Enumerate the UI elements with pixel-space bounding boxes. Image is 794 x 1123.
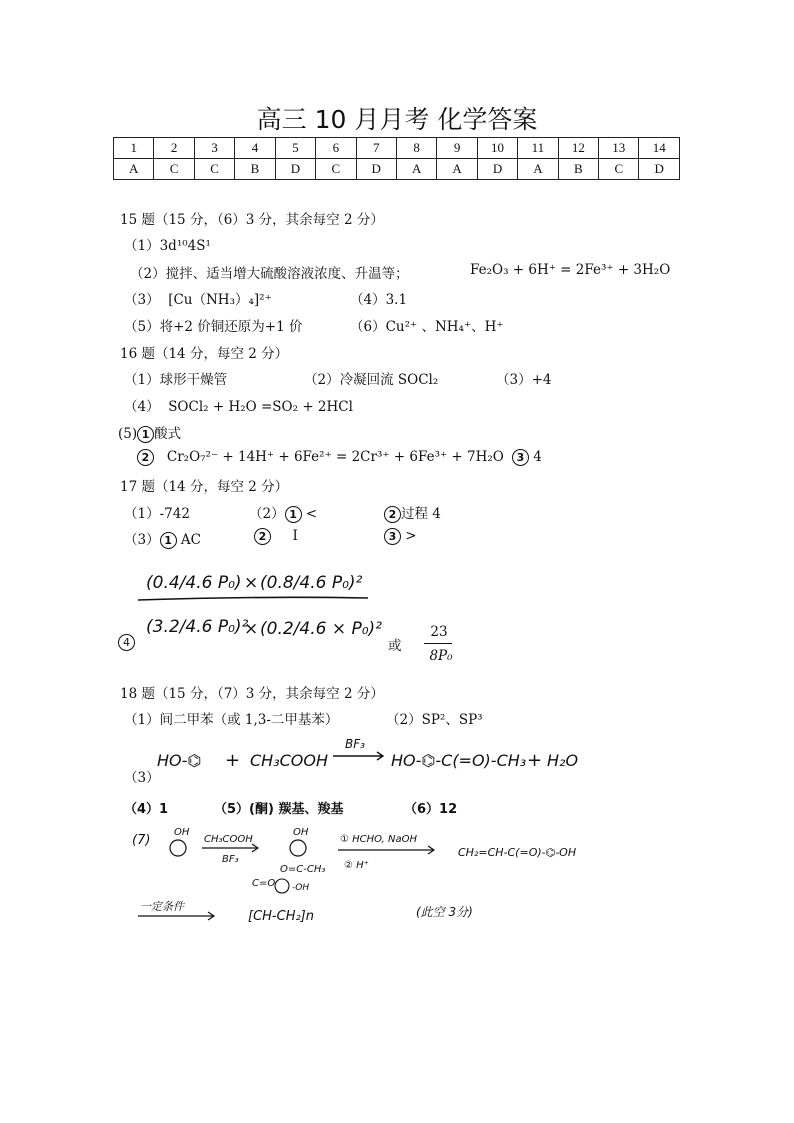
q17-answer-3-3 (384, 528, 417, 545)
q16-a1-text: 球形干燥管 (159, 372, 228, 388)
q15-a5-label: （5） (124, 319, 160, 335)
hw-water: H₂O (547, 751, 579, 770)
circled-2-icon: 2 (384, 506, 401, 523)
q18-a3-label: （3） (124, 770, 160, 786)
q17-alt-numerator: 23 (430, 624, 448, 640)
q16-answer-5-2 (137, 449, 504, 466)
answer-cell: A (396, 159, 436, 180)
hw-reagent-acetic-acid: CH₃COOH (250, 751, 329, 770)
question-number-cell: 10 (477, 138, 517, 159)
hw-times-1: × (244, 573, 259, 593)
benzene-ring-icon (290, 840, 306, 856)
q16-a5-2-equation: Cr₂O₇²⁻ + 14H⁺ + 6Fe²⁺ = 2Cr³⁺ + 6Fe³⁺ + 7H₂O (166, 449, 504, 465)
q16-a2-text: 冷凝回流 SOCl₂ (339, 372, 439, 388)
q17-a3-1-text: AC (180, 532, 201, 548)
reaction-arrow-icon (202, 844, 258, 852)
q16-a3-text: +4 (531, 372, 552, 388)
hw-reagent-1: CH₃COOH (204, 834, 253, 845)
hw-acrylic-product: CH₂=CH-C(=O)-⌬-OH (458, 846, 577, 859)
q15-answer-2 (130, 262, 409, 282)
hw-intermediate: O=C-CH₃ (280, 864, 326, 875)
question-number-cell: 6 (316, 138, 356, 159)
q15-a3-label: （3） (124, 292, 160, 308)
q17-a1-text: -742 (159, 506, 190, 522)
circled-2-icon: 2 (137, 449, 154, 466)
q15-a4-text: 3.1 (385, 292, 408, 308)
q18-a3-reaction (155, 732, 595, 782)
q16-answer-1 (124, 368, 227, 388)
q16-a1-label: （1） (124, 372, 160, 388)
hw-product-ketone: HO-⌬-C(=O)-CH₃ (391, 751, 527, 770)
hw-polymer: [CH-CH₂]n (248, 909, 314, 924)
q18-answer-4 (124, 798, 168, 817)
q18-a6-text: 12 (439, 802, 458, 817)
q15-a3-text: [Cu（NH₃）₄]²⁺ (168, 292, 272, 308)
circled-1-icon: 1 (137, 426, 154, 443)
q16-answer-4 (124, 395, 353, 415)
question-number-cell: 2 (154, 138, 194, 159)
hw-numerator-term-1: (0.4/4.6 P₀) (146, 573, 242, 593)
q15-a6-label: （6） (350, 319, 386, 335)
circled-3-icon: 3 (512, 449, 529, 466)
answer-cell: B (558, 159, 598, 180)
q16-a5-3-text: 4 (533, 449, 542, 465)
q17-header: 17 题（14 分，每空 2 分） (120, 479, 289, 495)
question-number-cell: 1 (114, 138, 154, 159)
q18-answer-2 (386, 708, 483, 728)
q15-a4-label: （4） (350, 292, 386, 308)
q17-answer-4-label (118, 634, 135, 651)
q18-a4-text: 1 (159, 802, 169, 817)
q15-answer-1 (124, 234, 211, 254)
q16-header: 16 题（14 分，每空 2 分） (120, 346, 289, 362)
question-number-cell: 11 (518, 138, 558, 159)
hw-oh-group-3: -OH (292, 883, 310, 893)
q15-a1-label: （1） (124, 238, 160, 254)
q17-answer-1 (124, 502, 190, 522)
q15-header: 15 题（15 分，（6）3 分，其余每空 2 分） (120, 212, 384, 228)
answer-table-answer-row (114, 159, 680, 180)
hw-condition-label: 一定条件 (140, 900, 184, 913)
question-number-cell: 14 (639, 138, 680, 159)
answer-cell: D (477, 159, 517, 180)
answer-cell: D (356, 159, 396, 180)
q15-a2-text: 搅拌、适当增大硫酸溶液浓度、升温等； (165, 266, 409, 282)
hw-reagent-2: BF₃ (222, 854, 239, 865)
q17-answer-2 (249, 502, 317, 523)
reaction-arrow-icon (138, 912, 214, 920)
benzene-ring-icon (170, 840, 186, 856)
hw-numerator-term-2: (0.8/4.6 P₀)² (260, 573, 363, 593)
q18-answer-6 (404, 798, 457, 817)
answer-cell: B (235, 159, 275, 180)
answer-cell: D (639, 159, 680, 180)
q15-a2-equation: Fe₂O₃ + 6H⁺ = 2Fe³⁺ + 3H₂O (470, 262, 671, 278)
circled-2-icon: 2 (254, 528, 271, 545)
question-number-cell: 7 (356, 138, 396, 159)
hw-oh-group: OH (174, 827, 190, 838)
q18-a5-text: (酮) 羰基、羧基 (249, 802, 344, 817)
q17-or-text: 或 (388, 638, 402, 654)
q18-a4-label: （4） (124, 802, 160, 817)
hw-condition-1: ① HCHO, NaOH (340, 834, 417, 845)
reaction-arrow-icon (338, 846, 434, 854)
q18-answer-5 (214, 798, 343, 817)
q17-a3-3-text: > (405, 528, 417, 544)
circled-1-icon: 1 (160, 532, 177, 549)
q18-a1-label: （1） (124, 712, 160, 728)
q17-a2-1-text: < (305, 506, 318, 522)
q17-answer-2-2 (384, 502, 441, 523)
question-number-cell: 3 (194, 138, 234, 159)
q18-header: 18 题（15 分，（7）3 分，其余每空 2 分） (120, 686, 384, 702)
answer-cell: C (599, 159, 639, 180)
hw-condition-2: ② H⁺ (344, 860, 369, 871)
question-number-cell: 12 (558, 138, 598, 159)
q17-a3-label: （3） (124, 532, 160, 548)
hw-denominator-term-2: (0.2/4.6 × P₀)² (260, 619, 382, 639)
answer-cell: A (518, 159, 558, 180)
q17-alt-denominator: 8P₀ (429, 648, 453, 664)
q15-answer-3 (124, 288, 272, 308)
q16-answer-5-3 (512, 449, 542, 466)
q16-a3-label: （3） (496, 372, 532, 388)
hw-part-7-label: (7) (132, 833, 151, 848)
answer-cell: A (437, 159, 477, 180)
question-number-cell: 9 (437, 138, 477, 159)
hw-carbonyl: C=O (252, 878, 276, 889)
q17-a2-label: （2） (249, 506, 285, 522)
q17-alt-fraction-bar (424, 643, 452, 644)
q17-answer-3-2 (254, 528, 298, 545)
answer-table (113, 137, 680, 180)
q15-a5-text: 将+2 价铜还原为+1 价 (159, 319, 303, 335)
q17-a2-2-text: 过程 4 (401, 506, 441, 522)
reaction-arrow-icon (333, 752, 383, 760)
q17-handwritten-fraction (118, 560, 388, 650)
hw-denominator-term-1: (3.2/4.6 P₀)² (146, 617, 249, 637)
q15-a1-text: 3d¹⁰4S¹ (159, 238, 211, 254)
hw-times-2: × (244, 619, 259, 639)
q16-a2-label: （2） (304, 372, 340, 388)
hw-score-note: (此空 3分) (416, 905, 473, 919)
hw-catalyst-bf3: BF₃ (345, 737, 365, 751)
circled-1-icon: 1 (285, 506, 302, 523)
q18-a5-label: （5） (214, 802, 250, 817)
q16-a4-label: （4） (124, 399, 160, 415)
question-number-cell: 4 (235, 138, 275, 159)
answer-cell: C (194, 159, 234, 180)
q17-a1-label: （1） (124, 506, 160, 522)
q18-answer-1 (124, 708, 338, 728)
q18-a2-label: （2） (386, 712, 422, 728)
benzene-ring-icon (275, 879, 289, 893)
question-number-cell: 13 (599, 138, 639, 159)
circled-4-icon: 4 (118, 634, 135, 651)
q18-a2-text: SP²、SP³ (421, 712, 483, 728)
q15-answer-4 (350, 288, 407, 308)
answer-table-number-row (114, 138, 680, 159)
hw-oh-group-2: OH (293, 827, 309, 838)
answer-cell: C (316, 159, 356, 180)
question-number-cell: 5 (275, 138, 315, 159)
q18-a6-label: （6） (404, 802, 440, 817)
circled-3-icon: 3 (384, 528, 401, 545)
hw-plus-2: + (527, 750, 543, 771)
q15-answer-5 (124, 315, 302, 335)
q16-answer-5 (118, 422, 181, 443)
page-title: 高三 10 月月考 化学答案 (256, 105, 538, 134)
q15-answer-6 (350, 315, 503, 335)
q17-a3-2-text: I (292, 528, 298, 544)
q17-answer-3 (124, 528, 201, 549)
answer-cell: D (275, 159, 315, 180)
answer-cell: C (154, 159, 194, 180)
q18-a1-text: 间二甲苯（或 1,3-二甲基苯） (159, 712, 339, 728)
q16-a5-label: (5) (118, 426, 138, 442)
question-number-cell: 8 (396, 138, 436, 159)
hw-reactant-phenol: HO-⌬ (157, 751, 202, 770)
hw-plus-1: + (225, 750, 241, 771)
q15-a2-label: （2） (130, 266, 166, 282)
q16-answer-2 (304, 368, 438, 388)
q16-answer-3 (496, 368, 552, 388)
q18-a7-synthesis (130, 824, 610, 934)
q15-a6-text: Cu²⁺ 、NH₄⁺、H⁺ (385, 319, 504, 335)
q16-a5-1-text: 酸式 (154, 426, 182, 442)
answer-cell: A (114, 159, 154, 180)
q16-a4-text: SOCl₂ + H₂O =SO₂ + 2HCl (168, 399, 353, 415)
fraction-bar (138, 597, 368, 600)
